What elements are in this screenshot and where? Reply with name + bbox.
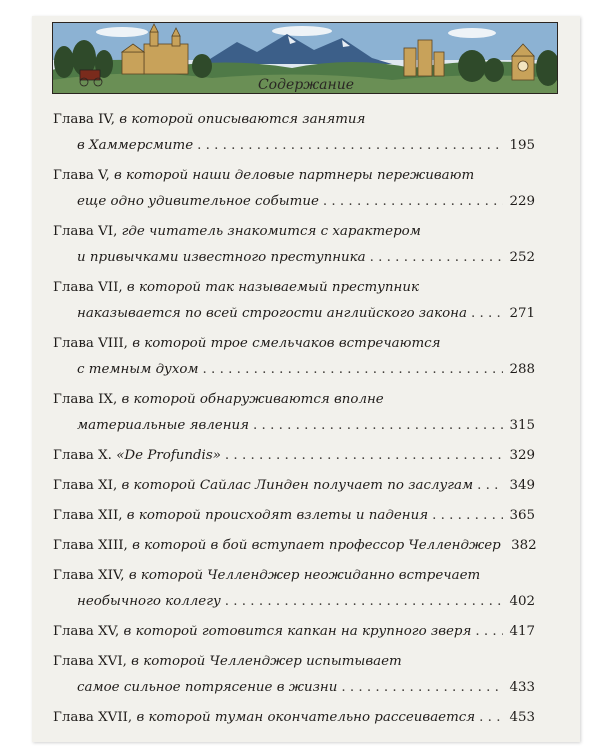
chapter-title: в которой туман окончательно рассеивается <box>136 710 476 725</box>
page-number: 417 <box>509 624 535 639</box>
toc-entry[interactable] <box>53 163 535 215</box>
chapter-number: Глава XI, <box>53 478 118 493</box>
chapter-title-continued: необычного коллегу <box>77 594 221 609</box>
dot-leader <box>323 189 503 215</box>
toc-entry[interactable] <box>53 619 535 645</box>
toc-entry-line <box>53 245 535 271</box>
page-number: 288 <box>509 362 535 377</box>
page-number: 229 <box>509 194 535 209</box>
toc-entry-line <box>53 189 535 215</box>
chapter-title-continued: и привычками известного преступника <box>77 250 366 265</box>
toc-entry-line <box>53 589 535 615</box>
chapter-title: «De Profundis» <box>116 448 221 463</box>
chapter-number: Глава XVI, <box>53 654 127 669</box>
page-number: 382 <box>511 538 537 553</box>
dot-leader <box>370 245 503 271</box>
chapter-title: в которой наши деловые партнеры переживают <box>114 168 475 183</box>
chapter-number: Глава IX, <box>53 392 118 407</box>
toc-entry-line <box>53 443 535 469</box>
page-number: 402 <box>509 594 535 609</box>
chapter-number: Глава XIV, <box>53 568 125 583</box>
toc-entry[interactable] <box>53 387 535 439</box>
toc-entry[interactable] <box>53 443 535 469</box>
toc-entry-line <box>53 357 535 383</box>
dot-leader <box>432 503 503 529</box>
toc-entry-line <box>53 473 535 499</box>
chapter-title: в которой обнаруживаются вполне <box>121 392 384 407</box>
dot-leader <box>225 443 503 469</box>
toc-entry[interactable] <box>53 705 535 731</box>
toc-entry-line <box>53 563 535 589</box>
chapter-title-continued: в Хаммерсмите <box>77 138 194 153</box>
chapter-title: в которой трое смельчаков встречаются <box>132 336 441 351</box>
chapter-number: Глава IV, <box>53 112 116 127</box>
chapter-number: Глава X. <box>53 448 112 463</box>
chapter-title: в которой описываются занятия <box>119 112 366 127</box>
chapter-title: в которой Сайлас Линден получает по заслугам <box>121 478 474 493</box>
page-number: 195 <box>509 138 535 153</box>
toc-entry[interactable] <box>53 275 535 327</box>
toc-entry[interactable] <box>53 563 535 615</box>
toc-entry-line <box>53 503 535 529</box>
page-number: 453 <box>509 710 535 725</box>
chapter-title: в которой готовится капкан на крупного зверя <box>123 624 472 639</box>
dot-leader <box>253 413 503 439</box>
toc-entry-line <box>53 675 535 701</box>
chapter-number: Глава VII, <box>53 280 123 295</box>
toc-entry-line <box>53 331 535 357</box>
toc-entry-line <box>53 133 535 159</box>
toc-entry[interactable] <box>53 107 535 159</box>
chapter-number: Глава XII, <box>53 508 123 523</box>
toc-entry-line <box>53 413 535 439</box>
toc-entry-line <box>53 219 535 245</box>
dot-leader <box>471 301 503 327</box>
chapter-title: в которой в бой вступает профессор Челленджер <box>132 538 501 553</box>
toc-entry-line <box>53 533 535 559</box>
page-number: 349 <box>509 478 535 493</box>
toc-entry-line <box>53 619 535 645</box>
dot-leader <box>225 589 503 615</box>
chapter-number: Глава VIII, <box>53 336 128 351</box>
chapter-title: в которой Челленджер неожиданно встречает <box>128 568 481 583</box>
toc-entry-line <box>53 107 535 133</box>
table-of-contents <box>53 107 535 735</box>
page-number: 365 <box>509 508 535 523</box>
toc-entry[interactable] <box>53 331 535 383</box>
toc-entry[interactable] <box>53 473 535 499</box>
page-number: 315 <box>509 418 535 433</box>
dot-leader <box>341 675 503 701</box>
toc-entry-line <box>53 649 535 675</box>
toc-entry[interactable] <box>53 533 535 559</box>
dot-leader <box>479 705 503 731</box>
toc-entry[interactable] <box>53 219 535 271</box>
chapter-title-continued: наказывается по всей строгости английского закона <box>77 306 467 321</box>
toc-entry[interactable] <box>53 503 535 529</box>
chapter-number: Глава XVII, <box>53 710 133 725</box>
toc-entry[interactable] <box>53 649 535 701</box>
chapter-title-continued: с темным духом <box>77 362 199 377</box>
chapter-number: Глава VI, <box>53 224 118 239</box>
toc-entry-line <box>53 705 535 731</box>
dot-leader <box>475 619 503 645</box>
chapter-title: в которой происходят взлеты и падения <box>126 508 429 523</box>
toc-entry-line <box>53 275 535 301</box>
chapter-title: где читатель знакомится с характером <box>121 224 421 239</box>
page-number: 433 <box>509 680 535 695</box>
chapter-title-continued: материальные явления <box>77 418 250 433</box>
dot-leader <box>197 133 503 159</box>
book-page <box>32 16 580 742</box>
chapter-number: Глава V, <box>53 168 110 183</box>
toc-entry-line <box>53 163 535 189</box>
chapter-title: в которой так называемый преступник <box>126 280 419 295</box>
dot-leader <box>477 473 503 499</box>
page-number: 252 <box>509 250 535 265</box>
chapter-number: Глава XIII, <box>53 538 128 553</box>
chapter-title-continued: самое сильное потрясение в жизни <box>77 680 338 695</box>
chapter-title: в которой Челленджер испытывает <box>131 654 402 669</box>
dot-leader <box>203 357 503 383</box>
toc-entry-line <box>53 387 535 413</box>
chapter-title-continued: еще одно удивительное событие <box>77 194 319 209</box>
contents-heading: Содержание <box>257 77 355 93</box>
toc-entry-line <box>53 301 535 327</box>
chapter-number: Глава XV, <box>53 624 120 639</box>
page-number: 271 <box>509 306 535 321</box>
page-number: 329 <box>509 448 535 463</box>
